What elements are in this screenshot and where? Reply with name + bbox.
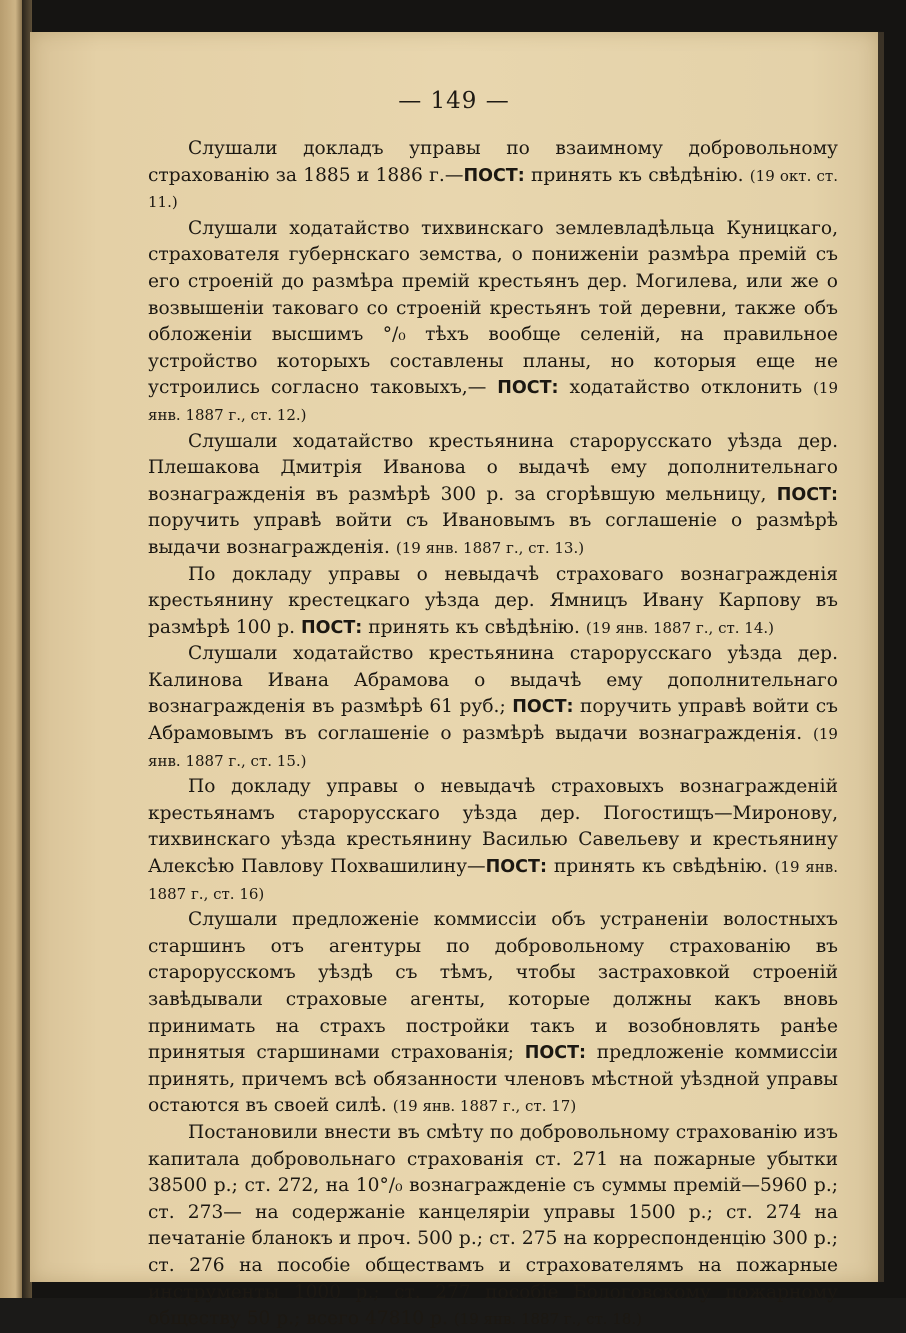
paragraph-1: Слушали докладъ управы по взаимному добровольному страхованiю за 1885 и 1886 г.—ПОСТ: принять къ свѣдѣнiю. (19 окт. ст. 11.) bbox=[148, 138, 838, 212]
paragraph-3: Слушали ходатайство крестьянина старорусскато уѣзда дер. Плешакова Дмитрiя Иванова о выдачѣ ему дополнительнаго вознагражденiя въ размѣрѣ 300 р. за сгорѣвшую мельницу, ПОСТ: поручить управѣ войти съ Ивановымъ въ соглашенiе о размѣрѣ выдачи вознагражденiя. (19 янв. 1887 г., ст. 13.) bbox=[148, 430, 838, 558]
paragraph-reference: (19 окт. ст. 11.) bbox=[148, 166, 838, 212]
paragraph-reference: (19 янв. 1887 г., ст. 16) bbox=[148, 858, 838, 903]
paragraph-reference: (19 янв. 1887 г., ст. 17) bbox=[392, 1097, 577, 1116]
paragraph-reference: (19 янв. 1887 г., ст. 18.) bbox=[453, 1310, 642, 1329]
paragraph-reference: (19 янв. 1887 г., ст. 12.) bbox=[148, 379, 838, 424]
paragraph-reference: (19 янв. 1887 г., ст. 14.) bbox=[585, 618, 775, 637]
paragraph-2: Слушали ходатайство тихвинскаго землевладѣльца Куницкаго, страхователя губернскаго земства, о пониженiи размѣра премiй съ его строенiй до размѣра премiй крестьянъ дер. Могилева, или же о возвышенiи таковаго со строенiй крестьянъ той деревни, также объ обложенiи высшимъ °/₀ тѣхъ вообще селенiй, на правильное устройство которыхъ составлены планы, но которыя еще не устроились согласно таковыхъ,— ПОСТ: ходатайство отклонить (19 янв. 1887 г., ст. 12.) bbox=[148, 217, 838, 424]
page-number: — 149 — bbox=[398, 88, 510, 114]
paragraph-reference: (19 янв. 1887 г., ст. 13.) bbox=[395, 538, 585, 557]
page-edge-shadow bbox=[878, 32, 884, 1282]
paragraph-6: По докладу управы о невыдачѣ страховыхъ вознагражденiй крестьянамъ старорусскаго уѣзда дер. Погостищъ—Миронову, тихвинскаго уѣзда крестьянину Василью Савельеву и крестьянину Алексѣю Павлову Похвашилину—ПОСТ: принять къ свѣдѣнiю. (19 янв. 1887 г., ст. 16) bbox=[148, 776, 838, 903]
page-body bbox=[148, 136, 838, 1333]
paragraph-4: По докладу управы о невыдачѣ страховаго вознагражденiя крестьянину крестецкаго уѣзда дер. Ямницъ Ивану Карпову въ размѣрѣ 100 р. ПОСТ: принять къ свѣдѣнiю. (19 янв. 1887 г., ст. 14.) bbox=[148, 563, 838, 638]
book-page bbox=[30, 32, 878, 1330]
previous-page-edge bbox=[0, 0, 22, 1298]
paragraph-8: Постановили внести въ смѣту по добровольному страхованiю изъ капитала добровольнаго страхованiя ст. 271 на пожарные убытки 38500 р.; ст. 272, на 10°/₀ вознагражденiе съ суммы премiй—5960 р.; ст. 273— на содержанiе канцелярiи управы 1500 р.; ст. 274 на печатанiе бланокъ и проч. 500 р.; ст. 275 на корреспонденцiю 300 р.; ст. 276 на пособiе обществамъ и страхователямъ на пожарные инструменты 1000 р.; ст. 277 пособiе Бологовскому пожарному обществу 50 р.; всего 47810 р. (19 янв. 1887 г., ст. 18.) bbox=[148, 1121, 838, 1330]
paragraph-5: Слушали ходатайство крестьянина старорусскаго уѣзда дер. Калинова Ивана Абрамова о выдачѣ ему дополнительнаго вознагражденiя въ размѣрѣ 61 руб.; ПОСТ: поручить управѣ войти съ Абрамовымъ въ соглашенiе о размѣрѣ выдачи вознагражденiя. (19 янв. 1887 г., ст. 15.) bbox=[148, 643, 838, 770]
paragraph-reference: (19 янв. 1887 г., ст. 15.) bbox=[148, 725, 838, 770]
paragraph-7: Слушали предложенiе коммиссiи объ устраненiи волостныхъ старшинъ отъ агентуры по добровольному страхованiю въ старорусскомъ уѣздѣ съ тѣмъ, чтобы застраховкой строенiй завѣдывали страховые агенты, которые должны какъ вновь принимать на страхъ постройки такъ и возобновлять ранѣе принятыя старшинами страхованiя; ПОСТ: предложенiе коммиссiи принять, причемъ всѣ обязанности членовъ мѣстной уѣздной управы остаются въ своей силѣ. (19 янв. 1887 г., ст. 17) bbox=[148, 909, 838, 1117]
